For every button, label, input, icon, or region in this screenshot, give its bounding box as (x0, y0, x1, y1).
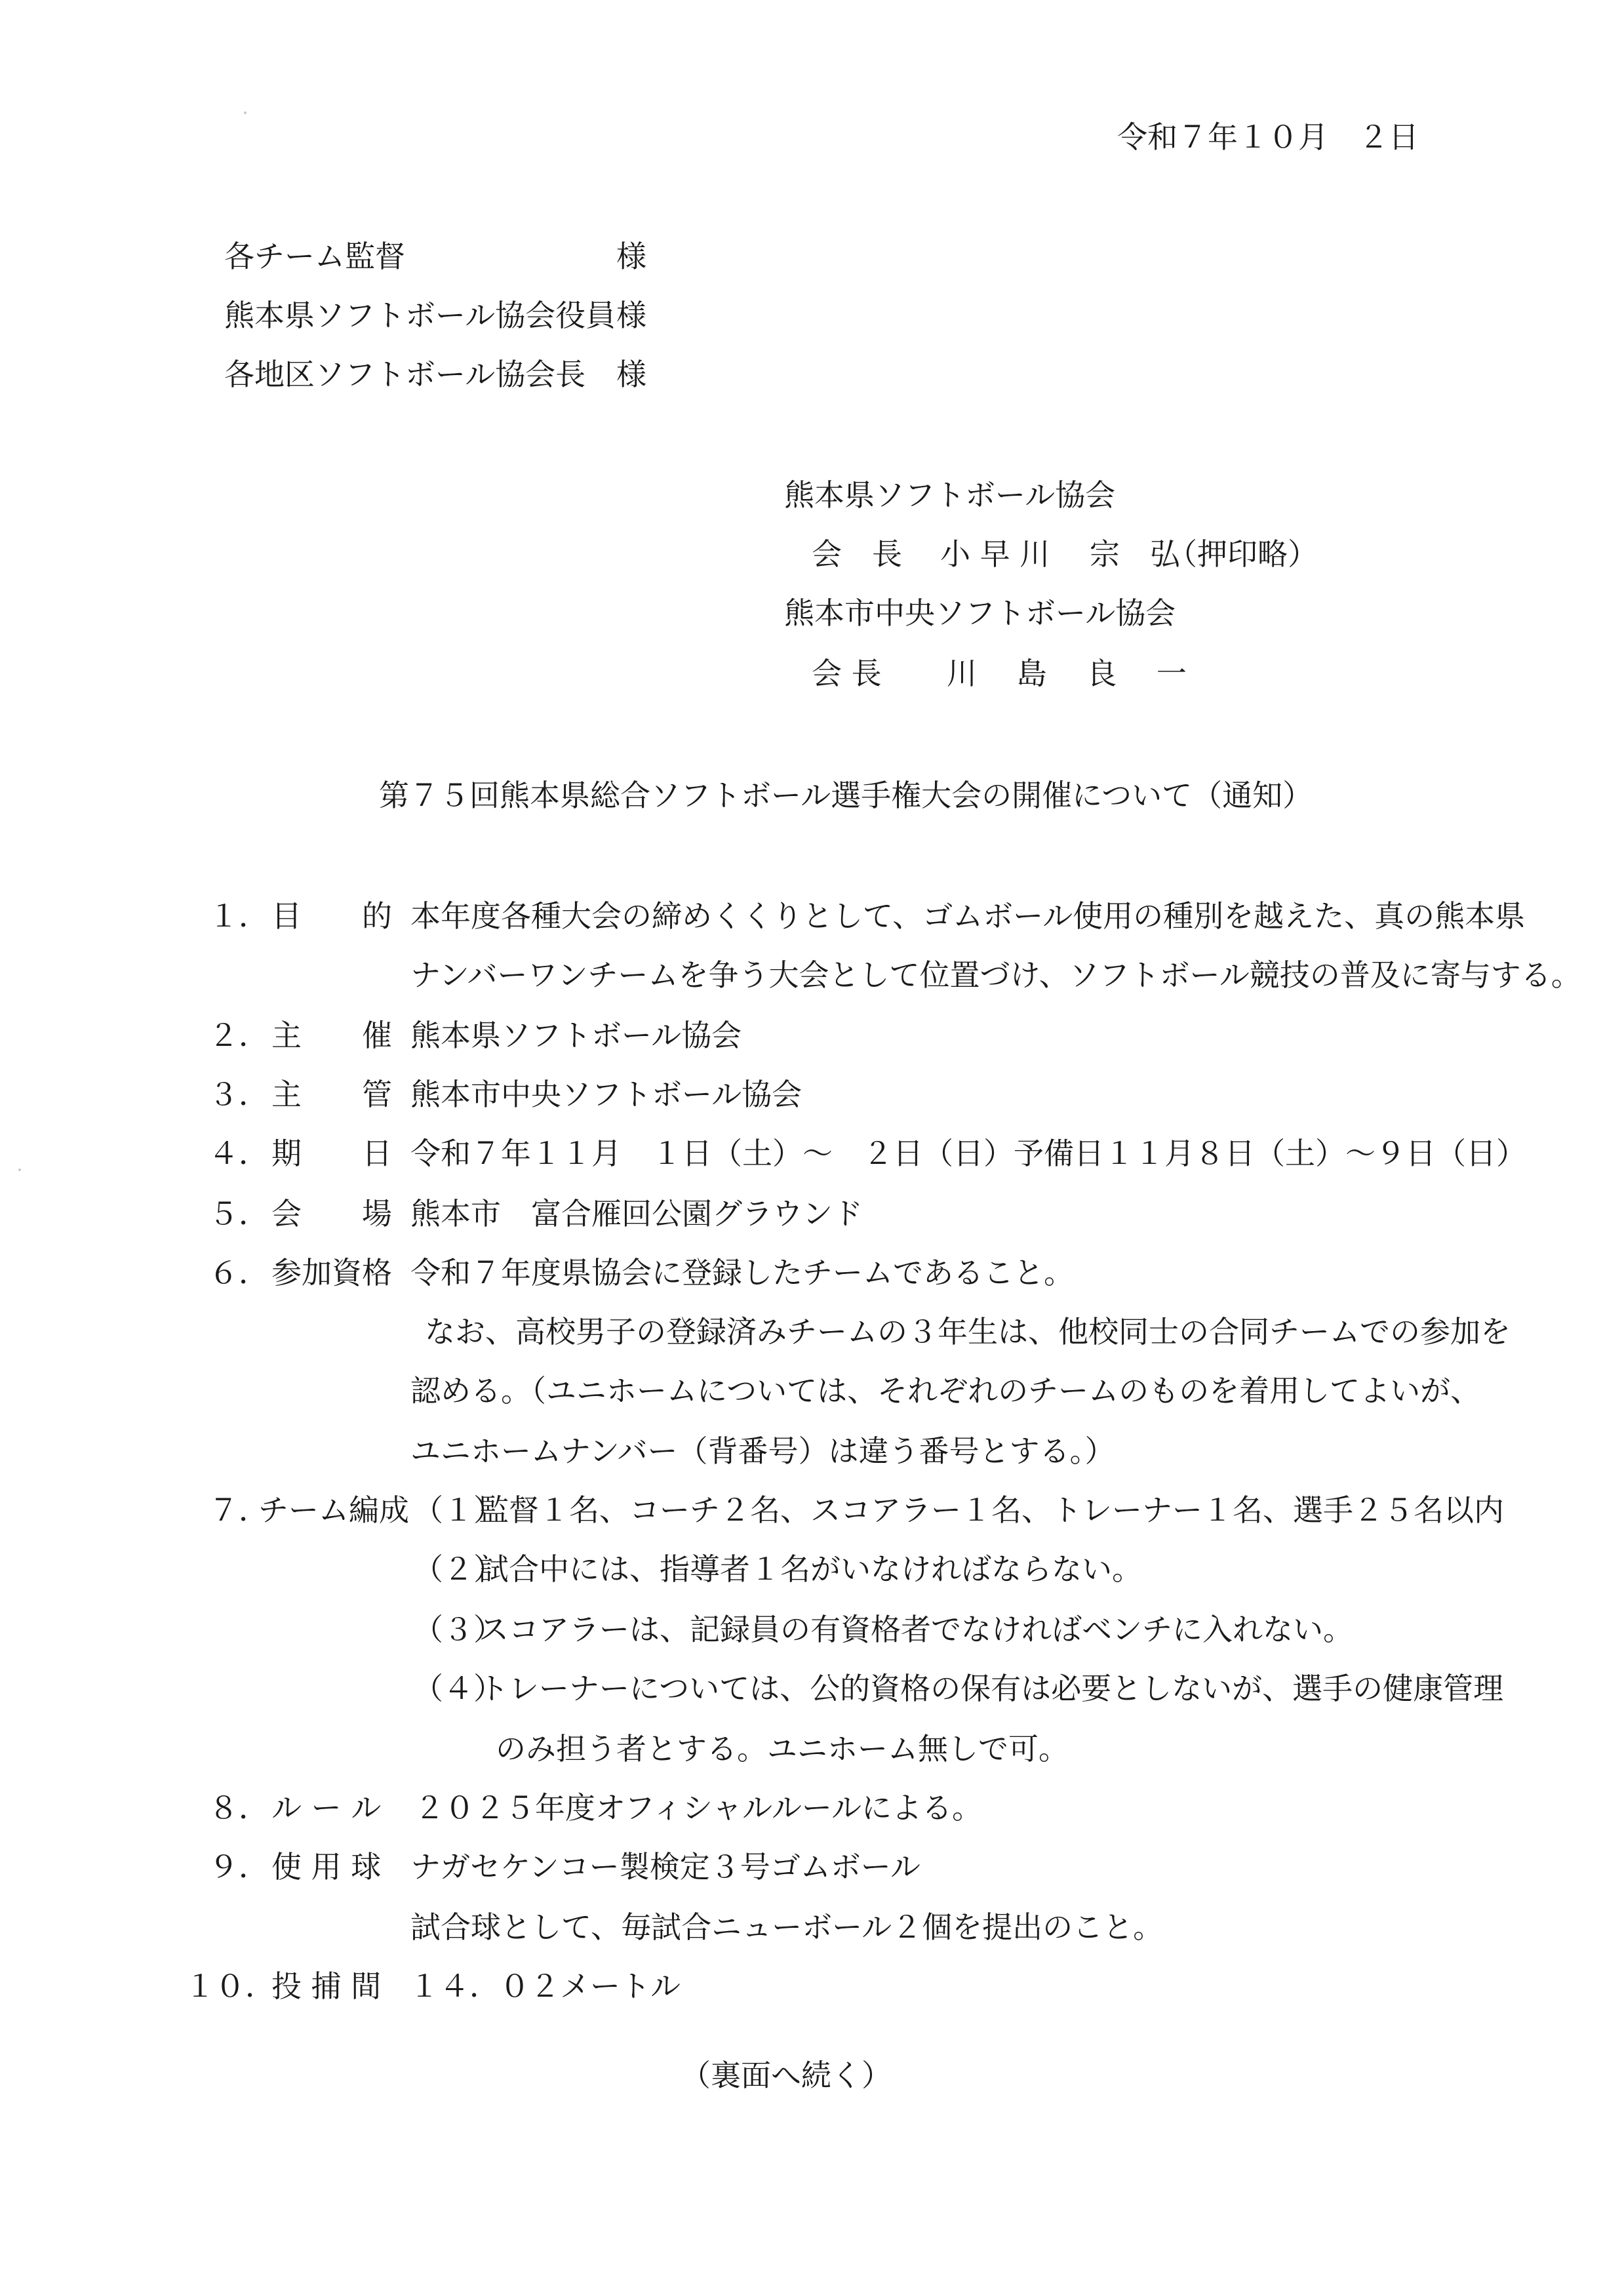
item-label: 主 催 (271, 1018, 392, 1053)
document-subject: 第７５回熊本県総合ソフトボール選手権大会の開催について（通知） (379, 778, 1313, 813)
item-text: 令和７年１１月 １日（土）～ ２日（日）予備日１１月８日（土）～９日（日） (410, 1136, 1526, 1171)
item-number: ４． (208, 1136, 269, 1171)
item-number: ７． (208, 1492, 269, 1528)
sender-title-1: 会 長 (812, 536, 902, 572)
item-label: 期 日 (271, 1136, 392, 1171)
item-label: 投 捕 間 (271, 1968, 382, 2004)
recipient-line (224, 357, 586, 392)
item-text: 令和７年度県協会に登録したチームであること。 (410, 1255, 1074, 1290)
item-text: 熊本県ソフトボール協会 (410, 1018, 742, 1053)
item-text: 熊本市 富合雁回公園グラウンド (410, 1196, 863, 1231)
subitem-number: （１） (413, 1492, 504, 1528)
item-number: １０． (185, 1968, 275, 2004)
item-text: １４．０２メートル (409, 1968, 681, 2004)
sender-name-2: 川 島 良 一 (947, 656, 1187, 691)
sender-title-2: 会 長 (812, 656, 882, 691)
subitem-text: スコアラーは、記録員の有資格者でなければベンチに入れない。 (479, 1612, 1353, 1647)
document-date: 令和７年１０月 ２日 (1117, 119, 1419, 155)
sender-seal-note: （押印略） (1167, 536, 1318, 572)
item-number: ８． (208, 1790, 269, 1826)
scan-speck (18, 1168, 21, 1171)
scan-speck (244, 111, 247, 114)
continued-note: （裏面へ続く） (681, 2058, 892, 2093)
subitem-text: トレーナーについては、公的資格の保有は必要としないが、選手の健康管理 (479, 1671, 1504, 1706)
recipient-honorific: 様 (616, 298, 646, 333)
item-label: 使 用 球 (271, 1849, 382, 1885)
item-label: 参加資格 (271, 1255, 392, 1290)
item-label: 会 場 (271, 1196, 392, 1231)
item-text: ナンバーワンチームを争う大会として位置づけ、ソフトボール競技の普及に寄与する。 (410, 957, 1581, 993)
item-number: ６． (208, 1255, 269, 1290)
sender-org-2: 熊本市中央ソフトボール協会 (784, 595, 1176, 631)
recipient-honorific: 様 (616, 357, 646, 392)
recipient-name: 各チーム監督 (224, 239, 405, 274)
item-text: ナガセケンコー製検定３号ゴムボール (410, 1849, 921, 1885)
item-label: チーム編成 (258, 1492, 409, 1528)
recipient-name: 各地区ソフトボール協会長 (224, 357, 586, 392)
subitem-text: 試合中には、指導者１名がいなければならない。 (479, 1551, 1142, 1587)
item-text: 試合球として、毎試合ニューボール２個を提出のこと。 (410, 1909, 1164, 1945)
subitem-number: （４） (413, 1671, 504, 1706)
subitem-text: のみ担う者とする。ユニホーム無しで可。 (496, 1731, 1069, 1766)
recipient-name: 熊本県ソフトボール協会役員 (224, 298, 616, 333)
item-number: ９． (208, 1849, 269, 1885)
subitem-number: （２） (413, 1551, 504, 1587)
sender-org-1: 熊本県ソフトボール協会 (784, 477, 1116, 513)
item-text: ユニホームナンバー（背番号）は違う番号とする。） (410, 1433, 1115, 1469)
item-number: ５． (208, 1196, 269, 1231)
item-text: 認める。（ユニホームについては、それぞれのチームのものを着用してよいが、 (410, 1373, 1481, 1408)
item-label: ル ー ル (271, 1790, 382, 1826)
item-text: 熊本市中央ソフトボール協会 (410, 1077, 802, 1112)
subitem-text: 監督１名、コーチ２名、スコアラー１名、トレーナー１名、選手２５名以内 (479, 1492, 1504, 1528)
item-label: 主 管 (271, 1077, 392, 1112)
recipient-honorific: 様 (616, 239, 646, 274)
item-number: ２． (208, 1018, 269, 1053)
item-text: ２０２５年度オフィシャルルールによる。 (414, 1790, 982, 1826)
item-text: 本年度各種大会の締めくくりとして、ゴムボール使用の種別を越えた、真の熊本県 (410, 898, 1526, 934)
subitem-number: （３） (413, 1612, 504, 1647)
item-number: ３． (208, 1077, 269, 1112)
sender-name-1: 小 早 川 宗 弘 (940, 536, 1180, 572)
item-label: 目 的 (271, 898, 392, 934)
recipient-line (224, 298, 616, 333)
item-number: １． (208, 898, 269, 934)
recipient-line (224, 239, 405, 274)
item-text: なお、高校男子の登録済みチームの３年生は、他校同士の合同チームでの参加を (425, 1314, 1511, 1349)
